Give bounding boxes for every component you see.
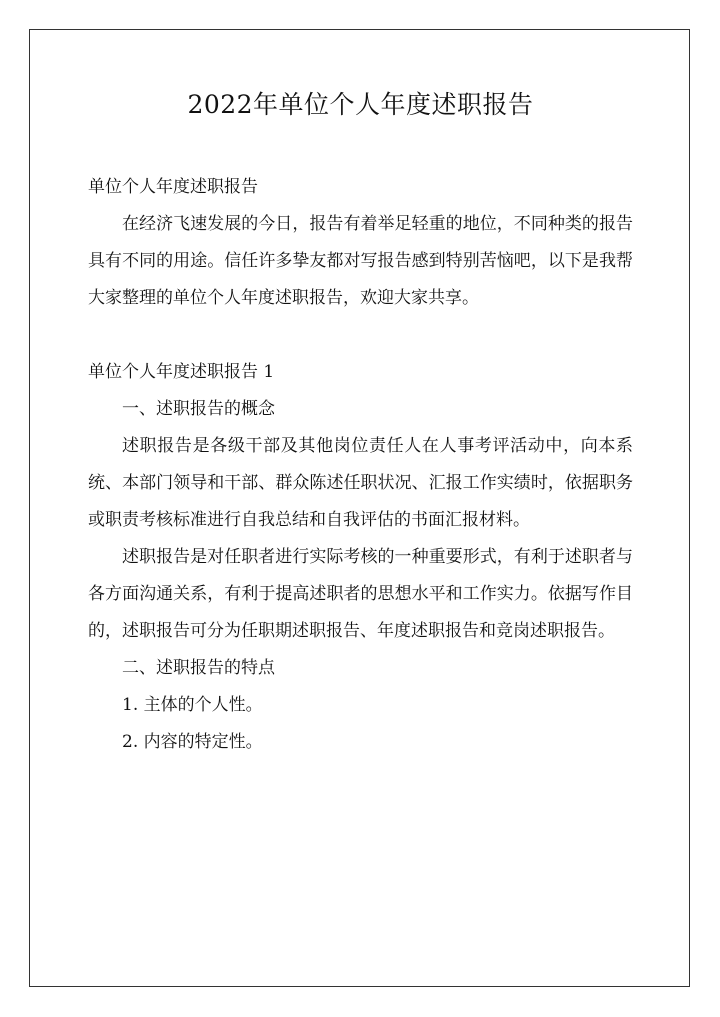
document-body xyxy=(88,85,633,761)
document-title: 2022年单位个人年度述职报告 xyxy=(187,90,534,119)
paragraph-form: 述职报告是对任职者进行实际考核的一种重要形式，有利于述职者与各方面沟通关系，有利于提高述职者的思想水平和工作实力。依据写作目的，述职报告可分为任职期述职报告、年度述职报告和竞岗述职报告。 xyxy=(88,547,633,641)
list-item-1: 1. 主体的个人性。 xyxy=(122,695,263,715)
list-item-2: 2. 内容的特定性。 xyxy=(122,732,263,752)
spacer xyxy=(88,317,633,354)
document-subtitle: 单位个人年度述职报告 xyxy=(88,177,258,197)
intro-paragraph: 在经济飞速发展的今日，报告有着举足轻重的地位，不同种类的报告具有不同的用途。信任许多挚友都对写报告感到特别苦恼吧，以下是我帮大家整理的单位个人年度述职报告，欢迎大家共享。 xyxy=(88,214,633,308)
paragraph-concept: 述职报告是各级干部及其他岗位责任人在人事考评活动中，向本系统、本部门领导和干部、群众陈述任职状况、汇报工作实绩时，依据职务或职责考核标准进行自我总结和自我评估的书面汇报材料。 xyxy=(88,436,633,530)
section-title: 单位个人年度述职报告 1 xyxy=(88,362,275,382)
heading-features: 二、述职报告的特点 xyxy=(122,658,275,678)
heading-concept: 一、述职报告的概念 xyxy=(122,399,275,419)
